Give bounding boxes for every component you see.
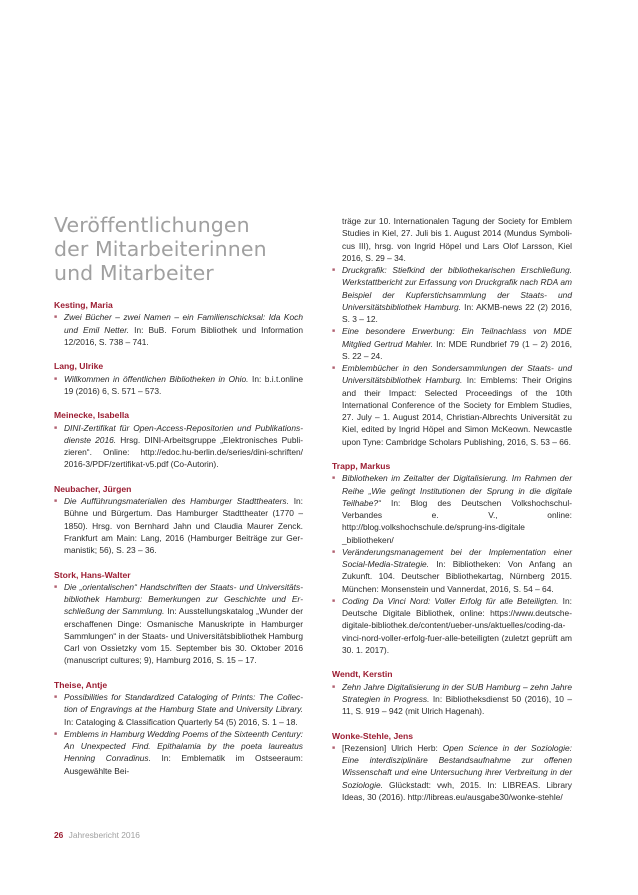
author-name: Neubacher, Jürgen xyxy=(54,483,132,494)
heading-line: der Mitarbeiterinnen xyxy=(54,237,267,261)
publication-details: In: Bühne und Bürgertum. Das Hamburger Stadttheater (1770 – 1850). Hrsg. von Bernhard Jahn und Claudia Maurer Zenck. Frankfurt am Main: Lang, 2016 (Hamburger Beiträge zur Germanistik; 56), S. 23 – 36. xyxy=(64,496,304,555)
publication-title: Emblems in Hamburg Wedding Poems of the Sixteenth Century: An Unexpected Find. Epithalamia by the poeta laureatus Henning Conradinus. xyxy=(64,728,303,764)
heading-line: Veröffentlichungen xyxy=(54,213,250,237)
author-group xyxy=(332,668,572,717)
publication-details: In: Cataloging & Classification Quarterly 54 (5) 2016, S. 1 – 18. xyxy=(64,716,298,727)
author-group xyxy=(54,483,303,557)
publication-list xyxy=(332,681,572,718)
author-group xyxy=(332,730,572,804)
publication-entry xyxy=(332,362,572,448)
publication-details: Hrsg. DINI-Arbeitsgruppe „Elektronisches Publizieren“. Online: http://edoc.hu-berlin.de/series/dini-schriften/ 2016-3/PDF/zertifikat-v5.pdf (Co-Autorin). xyxy=(64,434,304,470)
author-name: Theise, Antje xyxy=(54,679,108,690)
publication-details: In: Blog des Deutschen Volkshochschul-Verbandes e. V., online: http://blog.volkshochschule.de/sprung-ins-digitale _bibliotheken/ xyxy=(342,497,572,545)
left-column xyxy=(54,299,303,789)
page-heading xyxy=(54,213,304,285)
publication-title: Bibliotheken im Zeitalter der Digitalisierung. Im Rahmen der Reihe „Wie gelingt Institutionen der Sprung in die digitale Teilhabe?“ xyxy=(342,473,572,508)
publication-details: In: Bibliotheksdienst 50 (2016), 10 – 11, S. 919 – 942 (mit Ulrich Hagenah). xyxy=(342,693,572,716)
author-name: Trapp, Markus xyxy=(332,461,391,471)
publication-entry xyxy=(54,728,303,777)
publication-details: In: Bibliotheken: Von Anfang an Zukunft. 104. Deutscher Bibliothekartag, Nürnberg 2015. München: Monsenstein und Vannerdat, 2016, S. 54 – 64. xyxy=(342,559,572,594)
publication-list xyxy=(54,373,303,398)
publication-title: Veränderungsmanagement bei der Implementation einer Social-Media-Strategie. xyxy=(342,546,572,569)
publication-list xyxy=(332,742,572,803)
publication-entry xyxy=(332,681,572,718)
publication-title: Die Aufführungsmaterialien des Hamburger Stadttheaters. xyxy=(64,496,289,506)
author-group xyxy=(54,569,303,667)
publication-list xyxy=(332,215,572,448)
page-footer xyxy=(54,829,140,841)
publication-title: Possibilities for Standardized Cataloging of Prints: The Collection of Engravings at the Hamburg State and University Library. xyxy=(64,692,303,715)
publication-title: Zehn Jahre Digitalisierung in der SUB Hamburg – zehn Jahre Strategien in Progress. xyxy=(342,681,572,704)
publication-entry xyxy=(332,546,572,595)
publication-entry-continuation: träge zur 10. Internationalen Tagung der Society for Emblem Studies in Kiel, 27. Juli bis 1. August 2014 (Mundus Symbolicus III), hrsg. von Ingrid Höpel und Lars Olof Larsson, Kiel 2016, S. 29 – 34. xyxy=(342,216,572,263)
publication-entry xyxy=(54,311,303,348)
author-group xyxy=(54,360,303,397)
publication-title: Eine besondere Erwerbung: Ein Teilnachlass von MDE Mitglied Gertrud Mahler. xyxy=(342,326,572,349)
publication-entry xyxy=(54,422,303,471)
publication-list xyxy=(332,472,572,656)
author-name: Wonke-Stehle, Jens xyxy=(332,730,414,741)
publication-details: Glückstadt: vwh, 2015. In: LIBREAS. Library Ideas, 30 (2016). http://libreas.eu/ausgabe30/wonke-stehle/ xyxy=(342,779,572,802)
publication-title: Druckgrafik: Stiefkind der bibliothekarischen Erschließung. Werkstattbericht zur Erfassung von Druckgrafik nach RDA am Beispiel der Kupferstichsammlung der Staats- und Universitätsbibliothek Hamburg. xyxy=(342,265,572,312)
publication-title: Die „orientalischen“ Handschriften der Staats- und Universitätsbibliothek Hamburg: Bemerkungen zur Geschichte und Erschließung der Sammlung. xyxy=(64,581,303,617)
publication-entry xyxy=(54,581,303,667)
publication-entry xyxy=(54,373,303,398)
publication-entry xyxy=(332,595,572,656)
footer-label: Jahresbericht 2016 xyxy=(68,830,140,840)
publication-title: Willkommen in öffentlichen Bibliotheken in Ohio. xyxy=(64,373,249,384)
right-column xyxy=(332,215,572,815)
author-group xyxy=(332,460,572,656)
publication-title: Emblembücher in den Sondersammlungen der Staats- und Universitätsbibliothek Hamburg. xyxy=(342,363,572,386)
publication-list xyxy=(54,691,303,777)
publication-details: In: Emblematik im Ostseeraum: Ausgewählte Bei- xyxy=(64,753,303,776)
publication-details: In: Deutsche Digitale Bibliothek, online: https://www.deutsche-digitale-bibliothek.de/content/ueber-uns/aktuelles/coding-da-vinci-nord-voller-erfolg-fuer-alle-beteiligten (zuletzt geprüft am 30. 1. 2017). xyxy=(342,595,572,655)
heading-line: und Mitarbeiter xyxy=(54,261,214,285)
publication-title: Coding Da Vinci Nord: Voller Erfolg für alle Beteiligten. xyxy=(342,595,559,606)
publication-details: In: Emblems: Their Origins and their Impact: Selected Proceedings of the 10th International Conference of the Society for Emblem Studies, 27. July – 1. August 2014, Christian-Albrechts Universität zu Kiel, edited by Ingrid Höpel and Simon McKeown. Newcastle upon Tyne: Cambridge Scholars Publishing, 2016, S. 53 – 66. xyxy=(342,375,572,447)
publication-details: In: MDE Rundbrief 79 (1 – 2) 2016, S. 22 – 24. xyxy=(342,338,572,361)
publication-entry xyxy=(332,264,572,325)
author-name: Meinecke, Isabella xyxy=(54,410,129,421)
publication-list xyxy=(54,422,303,471)
author-group xyxy=(54,409,303,470)
author-group xyxy=(54,679,303,777)
publication-entry xyxy=(54,495,303,556)
author-name: Lang, Ulrike xyxy=(54,361,104,372)
author-name: Kesting, Maria xyxy=(54,300,113,310)
publication-prefix: [Rezension] Ulrich Herb: xyxy=(342,742,443,753)
page-number: 26 xyxy=(54,830,64,840)
author-group xyxy=(54,299,303,348)
publication-list xyxy=(54,495,303,556)
author-group-continued xyxy=(332,215,572,448)
publication-title: Zwei Bücher – zwei Namen – ein Familienschicksal: Ida Koch und Emil Netter. xyxy=(64,312,303,335)
author-name: Wendt, Kerstin xyxy=(332,669,393,680)
publication-title: DINI-Zertifikat für Open-Access-Repositorien und Publikationsdienste 2016. xyxy=(64,422,303,445)
publication-title: Open Science in der Soziologie: Eine interdisziplinäre Bestandsaufnahme zur offenen Wissenschaft und eine Untersuchung ihrer Verbreitung in der Soziologie. xyxy=(342,742,572,790)
publication-details: In: b.i.t.online 19 (2016) 6, S. 571 – 573. xyxy=(64,373,303,396)
publication-details: In: Ausstellungskatalog „Wunder der erschaffenen Dinge: Osmanische Manuskripte in Hamburger Sammlungen“ in der Staats- und Universitätsbibliothek Hamburg Carl von Ossietzky vom 15. September bis 30. Oktober 2016 (manuscript cultures; 9), Hamburg 2016, S. 15 – 17. xyxy=(64,606,304,666)
publication-entry xyxy=(332,325,572,362)
publication-entry xyxy=(54,691,303,728)
publication-details: In: AKMB-news 22 (2) 2016, S. 3 – 12. xyxy=(342,301,572,324)
publication-list xyxy=(54,311,303,348)
publication-list xyxy=(54,581,303,667)
publication-details: In: BuB. Forum Bibliothek und Information 12/2016, S. 738 – 741. xyxy=(64,324,304,347)
author-name: Stork, Hans-Walter xyxy=(54,569,131,580)
publication-entry xyxy=(332,472,572,546)
publication-entry xyxy=(332,742,572,803)
